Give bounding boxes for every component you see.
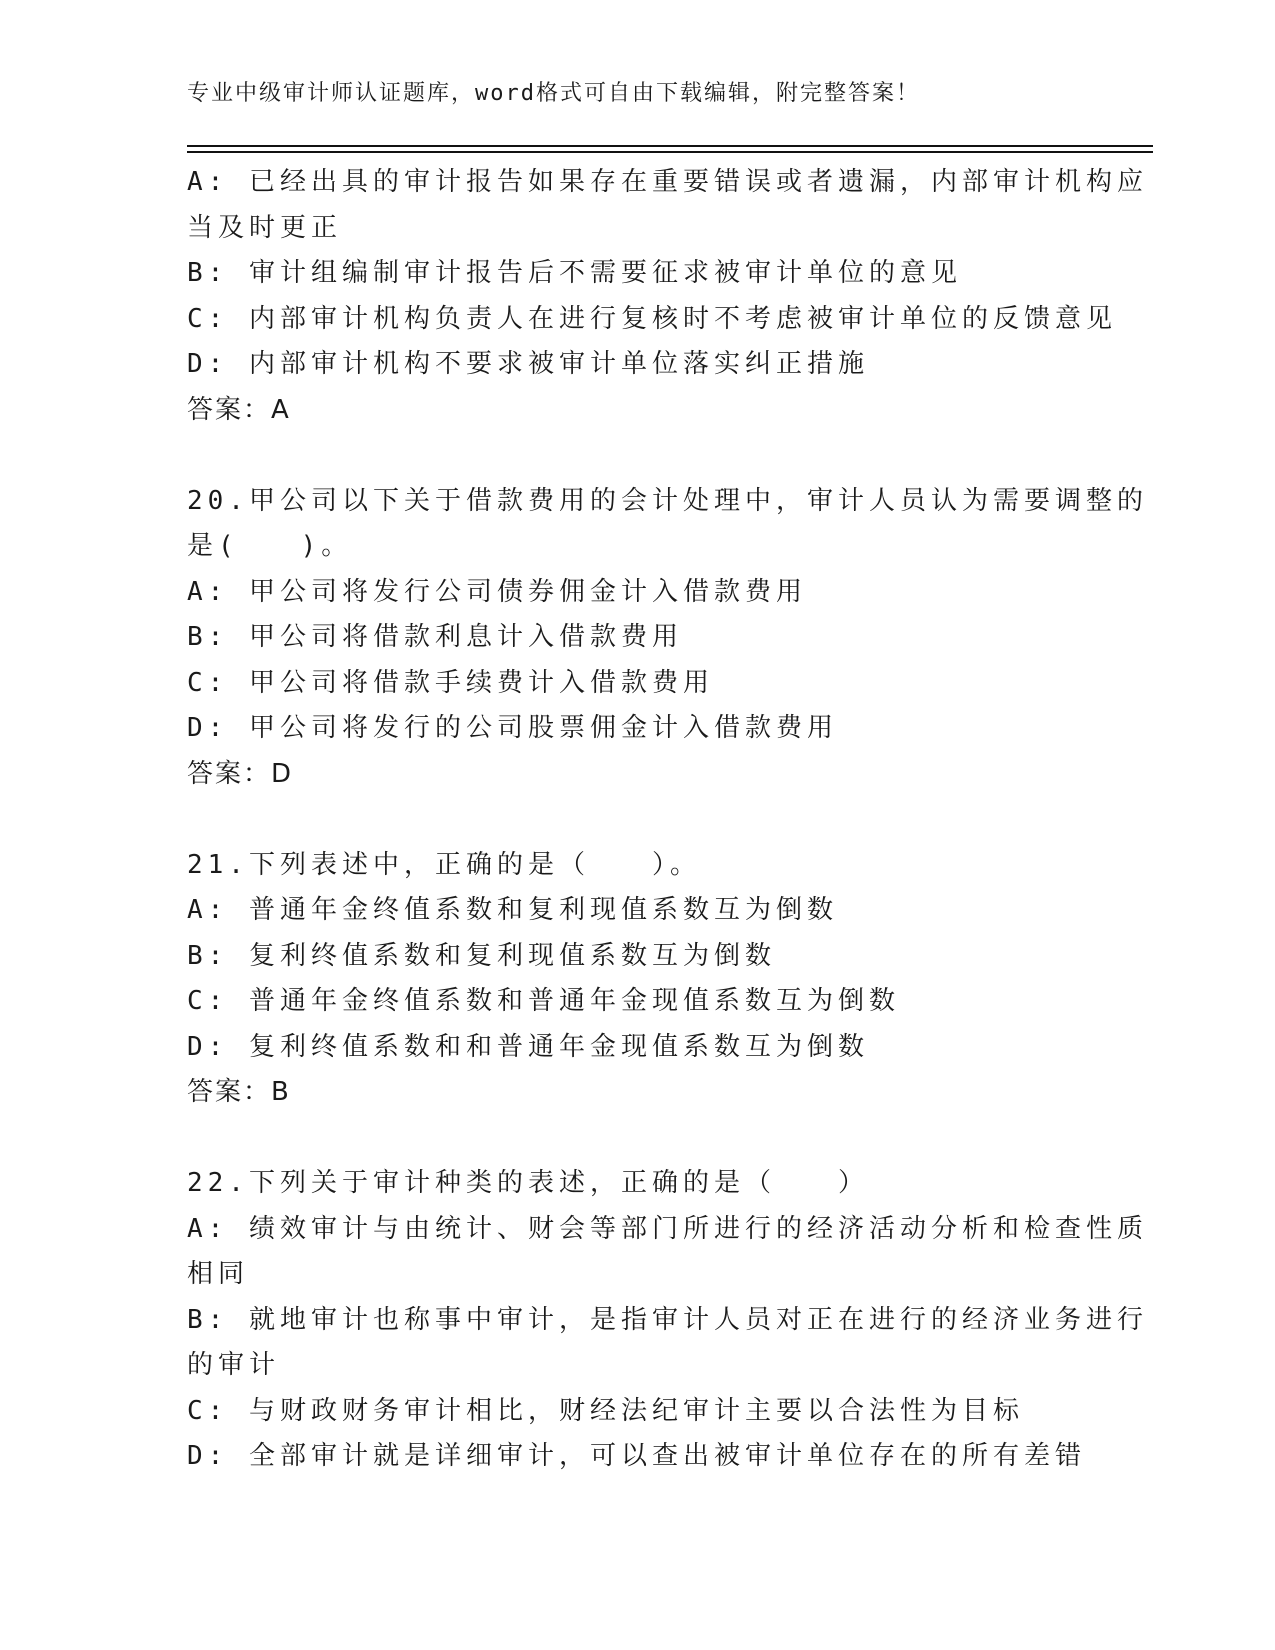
question-stem: 22.下列关于审计种类的表述，正确的是（ ） xyxy=(187,1168,869,1198)
question-stem: 20.甲公司以下关于借款费用的会计处理中，审计人员认为需要调整的 xyxy=(187,485,1148,516)
option-line: A: 甲公司将发行公司债券佣金计入借款费用 xyxy=(187,576,807,607)
option-line: A: 普通年金终值系数和复利现值系数互为倒数 xyxy=(187,895,838,925)
page-header: 专业中级审计师认证题库，word格式可自由下载编辑，附完整答案！ xyxy=(187,81,920,106)
question-stem: 是( )。 xyxy=(187,531,353,561)
spacer xyxy=(187,433,1087,479)
option-line: B: 复利终值系数和复利现值系数互为倒数 xyxy=(187,940,776,971)
question-block xyxy=(187,843,1087,1116)
answer-line: 答案：A xyxy=(187,394,291,425)
option-line: 的审计 xyxy=(187,1350,281,1380)
option-line: C: 甲公司将借款手续费计入借款费用 xyxy=(187,667,714,698)
option-line: D: 复利终值系数和和普通年金现值系数互为倒数 xyxy=(187,1031,869,1062)
question-list xyxy=(187,160,1148,1480)
option-line: 相同 xyxy=(187,1259,250,1289)
option-line: B: 甲公司将借款利息计入借款费用 xyxy=(187,622,683,652)
option-line: C: 与财政财务审计相比，财经法纪审计主要以合法性为目标 xyxy=(187,1395,1024,1426)
question-block xyxy=(187,479,1148,798)
header-rule-bottom xyxy=(187,151,1153,153)
spacer xyxy=(187,797,1087,843)
option-line: D: 全部审计就是详细审计，可以查出被审计单位存在的所有差错 xyxy=(187,1441,1086,1471)
option-line: B: 审计组编制审计报告后不需要征求被审计单位的意见 xyxy=(187,258,962,288)
answer-line: 答案：B xyxy=(187,1077,291,1107)
option-line: 当及时更正 xyxy=(187,212,343,243)
question-stem: 21.下列表述中，正确的是（ ）。 xyxy=(187,849,701,880)
option-line: A: 已经出具的审计报告如果存在重要错误或者遗漏，内部审计机构应 xyxy=(187,167,1148,197)
option-line: D: 内部审计机构不要求被审计单位落实纠正措施 xyxy=(187,349,869,379)
question-block xyxy=(187,160,1148,433)
option-line: C: 内部审计机构负责人在进行复核时不考虑被审计单位的反馈意见 xyxy=(187,303,1117,334)
option-line: A: 绩效审计与由统计、财会等部门所进行的经济活动分析和检查性质 xyxy=(187,1213,1148,1244)
answer-line: 答案：D xyxy=(187,758,294,789)
spacer xyxy=(187,1116,1087,1162)
header-rule-top xyxy=(187,145,1153,147)
option-line: C: 普通年金终值系数和普通年金现值系数互为倒数 xyxy=(187,986,900,1016)
question-block xyxy=(187,1161,1148,1480)
option-line: D: 甲公司将发行的公司股票佣金计入借款费用 xyxy=(187,713,838,743)
option-line: B: 就地审计也称事中审计，是指审计人员对正在进行的经济业务进行 xyxy=(187,1304,1148,1335)
